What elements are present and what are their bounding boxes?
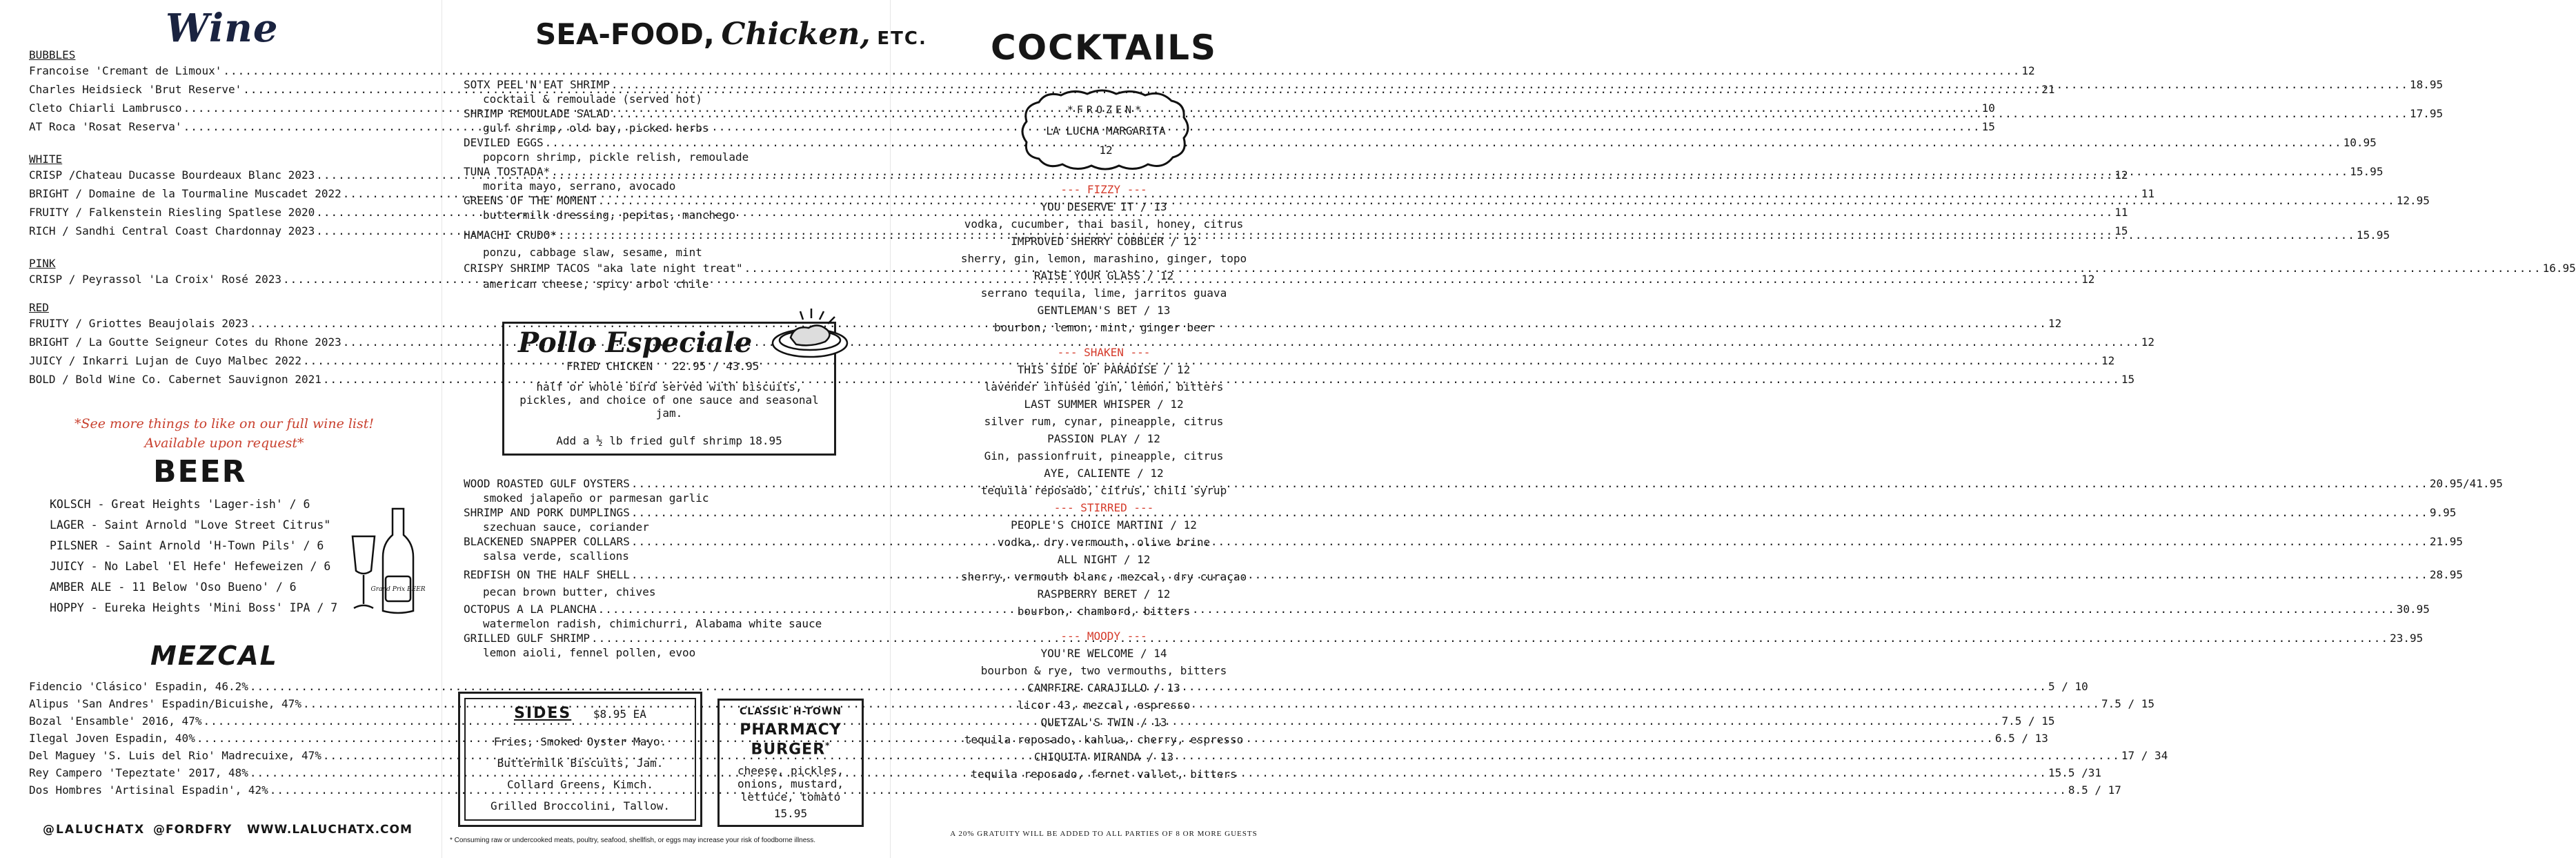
menu-item: SHRIMP AND PORK DUMPLINGS ..... 9.95 xyxy=(464,505,871,520)
pollo-desc: half or whole bird served with biscuits, pickles, and choice of one sauce and seasonal jam. xyxy=(519,380,819,420)
cocktail-desc: bourbon, chambord, bitters xyxy=(1017,605,1191,618)
mezcal-item: Ilegal Joven Espadin, 40% ..... 6.5 / 13 xyxy=(29,730,406,747)
menu-item-desc: pecan brown butter, chives xyxy=(483,585,656,598)
menu-item-desc: american cheese, spicy arbol chile xyxy=(483,277,709,291)
cocktail-desc: Gin, passionfruit, pineapple, citrus xyxy=(984,449,1224,462)
mezcal-item: Rey Campero 'Tepeztate' 2017, 48% ..... 15.5 /31 xyxy=(29,764,406,781)
menu-item: REDFISH ON THE HALF SHELL ..... 28.95 xyxy=(464,567,871,583)
wine-item: BRIGHT / Domaine de la Tourmaline Muscadet 2022 ..... 11 xyxy=(29,184,415,203)
wine-list-note: *See more things to like on our full wine list! Available upon request* xyxy=(74,416,375,451)
wine-title: Wine xyxy=(166,6,279,51)
bottle-label: Grand Prix BEER xyxy=(370,586,426,593)
pollo-title: Pollo Especiale xyxy=(518,326,753,359)
pollo-price: 22.95 / 43.95 xyxy=(673,360,760,373)
menu-item: GREENS OF THE MOMENT ..... 12.95 xyxy=(464,193,871,208)
wine-item: CRISP /Chateau Ducasse Bourdeaux Blanc 2023 ..... 12 xyxy=(29,166,415,184)
menu-item-desc: watermelon radish, chimichurri, Alabama white sauce xyxy=(483,617,822,630)
cocktail-name: RAISE YOUR GLASS / 12 xyxy=(1033,269,1174,282)
menu-item-desc: ponzu, cabbage slaw, sesame, mint xyxy=(483,246,702,259)
burger-line2: PHARMACY xyxy=(740,721,842,739)
menu-item: GRILLED GULF SHRIMP ..... 23.95 xyxy=(464,631,871,646)
menu-item: SOTX PEEL'N'EAT SHRIMP ..... 18.95 xyxy=(464,77,871,92)
beer-list xyxy=(50,494,337,618)
burger-price: 15.95 xyxy=(773,807,808,820)
beer-item: LAGER - Saint Arnold "Love Street Citrus" xyxy=(50,518,331,532)
sides-price: $8.95 EA xyxy=(593,708,646,721)
beer-item: PILSNER - Saint Arnold 'H-Town Pils' / 6 xyxy=(50,539,324,552)
mezcal-item: Dos Hombres 'Artisinal Espadin', 42% ..... 8.5 / 17 xyxy=(29,781,406,799)
menu-item: DEVILED EGGS ..... 10.95 xyxy=(464,135,871,150)
side-item: Buttermilk Biscuits, Jam. xyxy=(497,757,664,770)
cocktail-category: --- MOODY --- xyxy=(1060,630,1147,643)
cocktail-desc: vodka, cucumber, thai basil, honey, citrus xyxy=(964,217,1244,231)
cocktail-desc: bourbon, lemon, mint, ginger beer xyxy=(994,321,1213,334)
menu-item: SHRIMP REMOULADE SALAD ..... 17.95 xyxy=(464,106,871,121)
wine-item: BRIGHT / La Goutte Seigneur Cotes du Rhone 2023 ..... 12 xyxy=(29,333,415,351)
side-item: Collard Greens, Kimch. xyxy=(507,778,653,791)
wine-item: RICH / Sandhi Central Coast Chardonnay 2023 ..... 15 xyxy=(29,222,415,240)
pollo-subtitle: FRIED CHICKEN 22.95 / 43.95 xyxy=(566,360,760,373)
cocktail-desc: tequila reposado, citrus, chili syrup xyxy=(980,484,1227,497)
cocktail-category: --- FIZZY --- xyxy=(1060,183,1147,196)
side-item: Fries, Smoked Oyster Mayo. xyxy=(493,735,667,748)
cocktail-desc: lavender infused gin, lemon, bitters xyxy=(984,380,1224,393)
wine-item: CRISP / Peyrassol 'La Croix' Rosé 2023 ..... 12 xyxy=(29,270,415,289)
menu-item-desc: gulf shrimp, old bay, picked herbs xyxy=(483,121,709,135)
cocktail-desc: bourbon & rye, two vermouths, bitters xyxy=(980,664,1227,677)
social-fordfry[interactable]: @FORDFRY xyxy=(153,823,232,837)
mezcal-item: Fidencio 'Clásico' Espadin, 46.2% ..... 5 / 10 xyxy=(29,678,406,695)
wine-section-heading: WHITE xyxy=(29,153,63,166)
wine-item: AT Roca 'Rosat Reserva' ..... 15 xyxy=(29,117,415,136)
wine-item: Cleto Chiarli Lambrusco ..... 10 xyxy=(29,99,415,117)
frozen-name: LA LUCHA MARGARITA xyxy=(1046,124,1166,137)
frozen-label: *FROZEN* xyxy=(1067,104,1145,116)
cocktail-name: IMPROVED SHERRY COBBLER / 12 xyxy=(1011,235,1197,248)
cocktail-name: YOU DESERVE IT / 13 xyxy=(1040,200,1167,213)
menu-item-desc: lemon aioli, fennel pollen, evoo xyxy=(483,646,696,659)
wine-section-heading: PINK xyxy=(29,257,56,270)
burger-desc: cheese, pickles, onions, mustard, lettuce, tomato xyxy=(737,764,844,803)
cocktail-desc: silver rum, cynar, pineapple, citrus xyxy=(984,415,1224,428)
beer-title: BEER xyxy=(153,454,247,489)
menu-item: TUNA TOSTADA* ..... 15.95 xyxy=(464,164,871,179)
cocktail-desc: tequila reposado, kahlua, cherry, espresso xyxy=(964,733,1244,746)
wine-item: Charles Heidsieck 'Brut Reserve' ..... 21 xyxy=(29,80,415,99)
website-link[interactable]: WWW.LALUCHATX.COM xyxy=(247,823,413,837)
cocktail-category: --- STIRRED --- xyxy=(1053,501,1154,514)
cocktail-name: GENTLEMAN'S BET / 13 xyxy=(1037,304,1171,317)
cocktail-list xyxy=(931,181,1276,783)
cocktail-name: QUETZAL'S TWIN / 13 xyxy=(1040,716,1167,729)
wine-item: FRUITY / Falkenstein Riesling Spatlese 2020 ..... 11 xyxy=(29,203,415,222)
gratuity-notice: A 20% GRATUITY WILL BE ADDED TO ALL PARTIES OF 8 OR MORE GUESTS xyxy=(950,830,1258,838)
cocktail-name: THIS SIDE OF PARADISE / 12 xyxy=(1017,363,1191,376)
cocktail-name: PASSION PLAY / 12 xyxy=(1047,432,1160,445)
cocktail-category: --- SHAKEN --- xyxy=(1057,346,1151,359)
cocktail-name: CAMPFIRE CARAJILLO / 13 xyxy=(1027,681,1180,694)
beer-item: JUICY - No Label 'El Hefe' Hefeweizen / 6 xyxy=(50,560,331,573)
mezcal-item: Alipus 'San Andres' Espadin/Bicuishe, 47% ..... 7.5 / 15 xyxy=(29,695,406,712)
burger-line3: BURGER* xyxy=(751,741,831,759)
menu-item-desc: szechuan sauce, coriander xyxy=(483,520,649,534)
menu-item-desc: popcorn shrimp, pickle relish, remoulade xyxy=(483,150,749,164)
burger-line1: CLASSIC H-TOWN xyxy=(739,706,842,717)
burger-box xyxy=(717,699,864,827)
mezcal-item: Bozal 'Ensamble' 2016, 47% ..... 7.5 / 15 xyxy=(29,712,406,730)
beer-item: AMBER ALE - 11 Below 'Oso Bueno' / 6 xyxy=(50,581,297,594)
cocktail-desc: tequila reposado, fernet vallet, bitters xyxy=(971,768,1237,781)
cocktail-name: ALL NIGHT / 12 xyxy=(1057,553,1151,566)
beer-bottle-illustration xyxy=(348,507,426,618)
cocktail-desc: sherry, gin, lemon, marashino, ginger, topo xyxy=(960,252,1247,265)
mezcal-item: Del Maguey 'S. Luis del Rio' Madrecuixe, 47% ..... 17 / 34 xyxy=(29,747,406,764)
menu-item: HAMACHI CRUDO* ..... 15.95 xyxy=(464,228,871,243)
cocktail-desc: vodka, dry vermouth, olive brine xyxy=(997,536,1211,549)
seafood-title: SEA-FOOD, Chicken, ETC. xyxy=(535,17,927,52)
menu-item-desc: buttermilk dressing, pepitas, manchego xyxy=(483,208,736,222)
cocktail-name: LAST SUMMER WHISPER / 12 xyxy=(1024,398,1184,411)
cocktail-desc: serrano tequila, lime, jarritos guava xyxy=(980,286,1227,300)
sides-box xyxy=(458,692,702,827)
beer-item: KOLSCH - Great Heights 'Lager-ish' / 6 xyxy=(50,498,310,511)
menu-item-desc: cocktail & remoulade (served hot) xyxy=(483,92,702,106)
cocktail-name: PEOPLE'S CHOICE MARTINI / 12 xyxy=(1011,518,1197,532)
wine-section-heading: BUBBLES xyxy=(29,48,76,61)
wine-item: FRUITY / Griottes Beaujolais 2023 ..... 12 xyxy=(29,314,415,333)
cocktails-title: COCKTAILS xyxy=(990,28,1218,68)
menu-item-desc: morita mayo, serrano, avocado xyxy=(483,179,676,193)
fried-chicken-icon xyxy=(770,307,853,362)
menu-item: CRISPY SHRIMP TACOS "aka late night treat" ..... 16.95 xyxy=(464,261,871,276)
cocktail-name: RASPBERRY BERET / 12 xyxy=(1037,587,1171,601)
cocktail-name: AYE, CALIENTE / 12 xyxy=(1044,467,1164,480)
pollo-addon: Add a ½ lb fried gulf shrimp 18.95 xyxy=(556,434,782,447)
side-item: Grilled Broccolini, Tallow. xyxy=(490,799,671,812)
sides-list xyxy=(460,731,700,817)
social-instagram[interactable]: @LALUCHATX xyxy=(43,823,146,837)
menu-item: BLACKENED SNAPPER COLLARS ..... 21.95 xyxy=(464,534,871,549)
mezcal-title: MEZCAL xyxy=(150,641,278,671)
menu-item-desc: smoked jalapeño or parmesan garlic xyxy=(483,491,709,505)
menu-item: WOOD ROASTED GULF OYSTERS ..... 20.95/41.95 xyxy=(464,476,871,491)
cocktail-name: YOU'RE WELCOME / 14 xyxy=(1040,647,1167,660)
menu-item: OCTOPUS A LA PLANCHA ..... 30.95 xyxy=(464,602,871,617)
cocktail-name: CHIQUITA MIRANDA / 13 xyxy=(1033,750,1174,763)
wine-item: Francoise 'Cremant de Limoux' ..... 12 xyxy=(29,61,415,80)
wine-item: BOLD / Bold Wine Co. Cabernet Sauvignon 2021 ..... 15 xyxy=(29,370,415,389)
wine-item: JUICY / Inkarri Lujan de Cuyo Malbec 2022 ..... 12 xyxy=(29,351,415,370)
wine-section-heading: RED xyxy=(29,301,49,314)
foodborne-disclaimer: * Consuming raw or undercooked meats, poultry, seafood, shellfish, or eggs may increase your risk of foodborne illness. xyxy=(450,837,816,844)
cocktail-desc: sherry, vermouth blanc, mezcal, dry curaçao xyxy=(960,570,1247,583)
beer-item: HOPPY - Eureka Heights 'Mini Boss' IPA / 7 xyxy=(50,601,338,614)
cocktail-desc: licor 43, mezcal, espresso xyxy=(1017,699,1191,712)
sides-title: SIDES xyxy=(514,705,572,722)
frozen-price: 12 xyxy=(1099,144,1113,157)
menu-item-desc: salsa verde, scallions xyxy=(483,549,629,563)
